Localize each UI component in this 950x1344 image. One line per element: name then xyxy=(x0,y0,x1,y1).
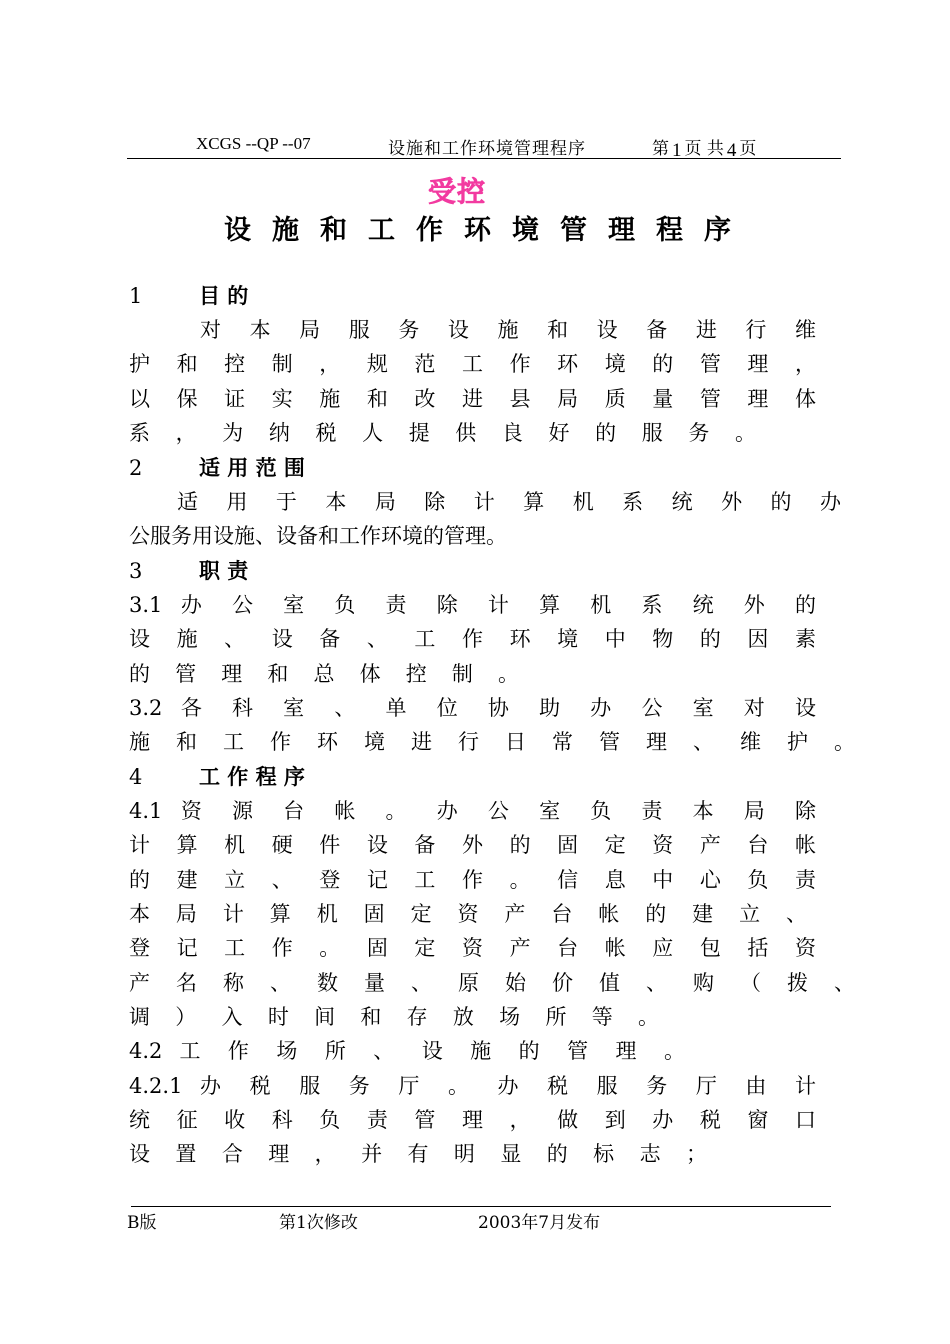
page-current: 1 xyxy=(672,140,682,161)
body-line: 以 保 证 实 施 和 改 进 县 局 质 量 管 理 体 xyxy=(129,387,816,411)
body-line: 设 置 合 理 ， 并 有 明 显 的 标 志 ； xyxy=(129,1142,707,1166)
body-line: 设 施 、 设 备 、 工 作 环 境 中 物 的 因 素 xyxy=(129,627,816,651)
body-line: 统 征 收 科 负 责 管 理 ， 做 到 办 税 窗 口 xyxy=(129,1108,816,1132)
body-line: 4.1 资 源 台 帐 。 办 公 室 负 责 本 局 除 xyxy=(129,799,816,823)
page-middle: 页 共 xyxy=(684,139,724,159)
page-prefix: 第 xyxy=(652,139,669,159)
footer-rule xyxy=(131,1206,831,1207)
page-suffix: 页 xyxy=(739,139,757,159)
section-heading: 3 职 责 xyxy=(129,558,249,583)
body-line: 3.1 办 公 室 负 责 除 计 算 机 系 统 外 的 xyxy=(129,593,816,617)
section-heading: 1 目 的 xyxy=(129,283,249,308)
body-line: 护 和 控 制 ， 规 范 工 作 环 境 的 管 理 ， xyxy=(129,352,816,376)
body-line: 计 算 机 硬 件 设 备 外 的 固 定 资 产 台 帐 xyxy=(129,833,816,857)
footer-edition: B版 xyxy=(127,1213,157,1233)
body-line: 适 用 于 本 局 除 计 算 机 系 统 外 的 办 xyxy=(177,490,841,514)
header-page-info xyxy=(652,134,756,160)
section-heading: 2 适 用 范 围 xyxy=(129,455,305,480)
body-line: 对 本 局 服 务 设 施 和 设 备 进 行 维 xyxy=(200,318,816,342)
controlled-stamp: 受控 xyxy=(428,175,487,208)
body-line: 系 ， 为 纳 税 人 提 供 良 好 的 服 务 。 xyxy=(129,421,756,445)
body-line: 施 和 工 作 环 境 进 行 日 常 管 理 、 维 护 。 xyxy=(129,730,855,754)
header-doc-title: 设施和工作环境管理程序 xyxy=(388,139,586,159)
body-line: 本 局 计 算 机 固 定 资 产 台 帐 的 建 立 、 xyxy=(129,902,807,926)
body-line: 产 名 称 、 数 量 、 原 始 价 值 、 购 （ 拨 、 xyxy=(129,971,855,995)
page-total: 4 xyxy=(726,140,737,161)
body-line: 4.2 工 作 场 所 、 设 施 的 管 理 。 xyxy=(129,1039,685,1063)
section-heading: 4 工 作 程 序 xyxy=(129,764,305,789)
body-line: 调 ） 入 时 间 和 存 放 场 所 等 。 xyxy=(129,1005,659,1029)
body-line: 的 建 立 、 登 记 工 作 。 信 息 中 心 负 责 xyxy=(129,868,816,892)
footer-revision: 第1次修改 xyxy=(279,1213,358,1233)
header-doc-code: XCGS --QP --07 xyxy=(196,134,311,153)
header-rule xyxy=(127,158,841,159)
footer-release: 2003年7月发布 xyxy=(478,1213,601,1233)
body-line: 3.2 各 科 室 、 单 位 协 助 办 公 室 对 设 xyxy=(129,696,816,720)
body-line: 的 管 理 和 总 体 控 制 。 xyxy=(129,662,519,686)
document-title: 设施和工作环境管理程序 xyxy=(224,215,752,246)
body-line: 公服务用设施、设备和工作环境的管理。 xyxy=(129,524,507,548)
body-line: 4.2.1 办 税 服 务 厅 。 办 税 服 务 厅 由 计 xyxy=(129,1074,816,1098)
body-line: 登 记 工 作 。 固 定 资 产 台 帐 应 包 括 资 xyxy=(129,936,816,960)
